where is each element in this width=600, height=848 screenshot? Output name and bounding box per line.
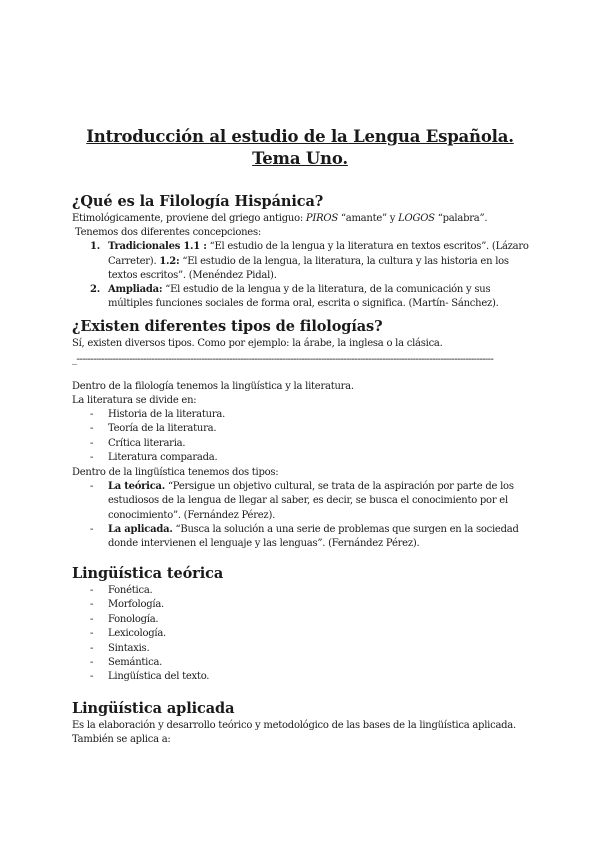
dash-bullet: -	[90, 642, 94, 654]
heading-filologia-hispanica: ¿Qué es la Filología Hispánica?	[72, 193, 324, 210]
etym-piros: PIROS	[305, 213, 338, 224]
concept-text-b: “El estudio de la lengua, la literatura, la cultura y las historia en los textos escritos”. (Menéndez Pidal).	[108, 255, 509, 281]
etym-logos: LOGOS	[398, 213, 435, 224]
list-item-text: Historia de la literatura.	[108, 409, 226, 421]
dash-bullet: -	[90, 656, 94, 668]
list-item	[72, 480, 532, 523]
section-divider: _------------------------------------------------------------------------------------------------------------------------------------------------------	[72, 353, 494, 365]
concept-label: Ampliada:	[108, 284, 163, 296]
list-item-text: Teoría de la literatura.	[108, 423, 217, 435]
dash-bullet: -	[90, 423, 94, 435]
linguistica-intro: Dentro de la lingüística tenemos dos tipos:	[72, 466, 279, 478]
literatura-intro: La literatura se divide en:	[72, 394, 197, 406]
document-body	[72, 192, 532, 747]
teorica-list	[72, 584, 532, 685]
etym-palabra: “palabra”.	[434, 213, 488, 224]
dash-bullet: -	[90, 599, 94, 611]
list-item	[72, 422, 532, 436]
tipos-paragraph: Sí, existen diversos tipos. Como por ejemplo: la árabe, la inglesa o la clásica.	[72, 338, 443, 350]
dash-bullet: -	[90, 584, 94, 596]
list-item-text: Lingüística del texto.	[108, 671, 210, 683]
list-item-text: Lexicología.	[108, 628, 166, 640]
list-item	[72, 523, 532, 552]
concept-number: 2.	[90, 284, 100, 296]
title-line-1: Introducción al estudio de la Lengua Española.	[86, 127, 514, 146]
concept-label: Tradicionales 1.1 :	[108, 241, 207, 253]
concepts-list	[72, 240, 532, 311]
list-item-text: Literatura comparada.	[108, 452, 218, 464]
list-item	[72, 408, 532, 422]
list-item	[72, 656, 532, 670]
list-item	[72, 584, 532, 598]
filologia-intro: Dentro de la filología tenemos la lingüística y la literatura.	[72, 380, 354, 392]
concept-number: 1.	[90, 241, 100, 253]
document-title	[0, 126, 600, 170]
etym-pre: Etimológicamente, proviene del griego antiguo:	[72, 213, 306, 224]
dash-bullet: -	[90, 613, 94, 625]
list-item-text: Sintaxis.	[108, 642, 150, 654]
concept-text: “El estudio de la lengua y de la literatura, de la comunicación y sus múltiples funciones sociales de forma oral, escrita o significa. (Martín- Sánchez).	[108, 284, 499, 310]
concepts-intro: Tenemos dos diferentes concepciones:	[75, 227, 261, 239]
dash-bullet: -	[90, 452, 94, 464]
dash-bullet: -	[90, 628, 94, 640]
aplicada-paragraph-2: También se aplica a:	[72, 733, 171, 745]
list-item	[72, 642, 532, 656]
list-item	[72, 451, 532, 465]
literatura-list	[72, 408, 532, 466]
list-item-text: Morfología.	[108, 599, 164, 611]
dash-bullet: -	[90, 409, 94, 421]
item-label: La teórica.	[108, 480, 166, 492]
item-label: La aplicada.	[108, 524, 173, 536]
list-item	[72, 627, 532, 641]
title-line-2: Tema Uno.	[252, 149, 348, 168]
dash-bullet: -	[90, 437, 94, 449]
dash-bullet: -	[90, 480, 94, 492]
dash-bullet: -	[90, 671, 94, 683]
list-item	[72, 613, 532, 627]
item-text: “Persigue un objetivo cultural, se trata de la aspiración por parte de los estudiosos de la lengua de llegar al saber, es decir, se busca el conocimiento por el conocimiento”. (Fernández Pérez).	[108, 480, 514, 521]
list-item-text: Semántica.	[108, 656, 163, 668]
etymology-paragraph	[72, 212, 532, 226]
aplicada-paragraph: Es la elaboración y desarrollo teórico y metodológico de las bases de la lingüística aplicada.	[72, 719, 516, 731]
list-item	[72, 670, 532, 684]
item-text: “Busca la solución a una serie de problemas que surgen en la sociedad donde intervienen el lenguaje y las lenguas”. (Fernández Pérez).	[108, 524, 519, 550]
concept-item-1	[72, 240, 532, 283]
list-item	[72, 598, 532, 612]
heading-tipos-filologias: ¿Existen diferentes tipos de filologías?	[72, 318, 383, 336]
list-item-text: Fonética.	[108, 584, 153, 596]
list-item-text: Fonología.	[108, 613, 159, 625]
dash-bullet: -	[90, 524, 94, 536]
list-item	[72, 437, 532, 451]
list-item-text: Crítica literaria.	[108, 437, 186, 449]
heading-linguistica-aplicada: Lingüística aplicada	[72, 699, 235, 717]
concept-item-2	[72, 283, 532, 311]
concept-sublabel: 1.2:	[159, 255, 180, 267]
etym-amante: “amante” y	[337, 213, 399, 224]
concept-text: “El estudio de la lengua y la literatura en textos escritos”. (Lázaro Carreter).	[108, 241, 529, 267]
heading-linguistica-teorica: Lingüística teórica	[72, 564, 224, 582]
linguistica-list	[72, 480, 532, 552]
